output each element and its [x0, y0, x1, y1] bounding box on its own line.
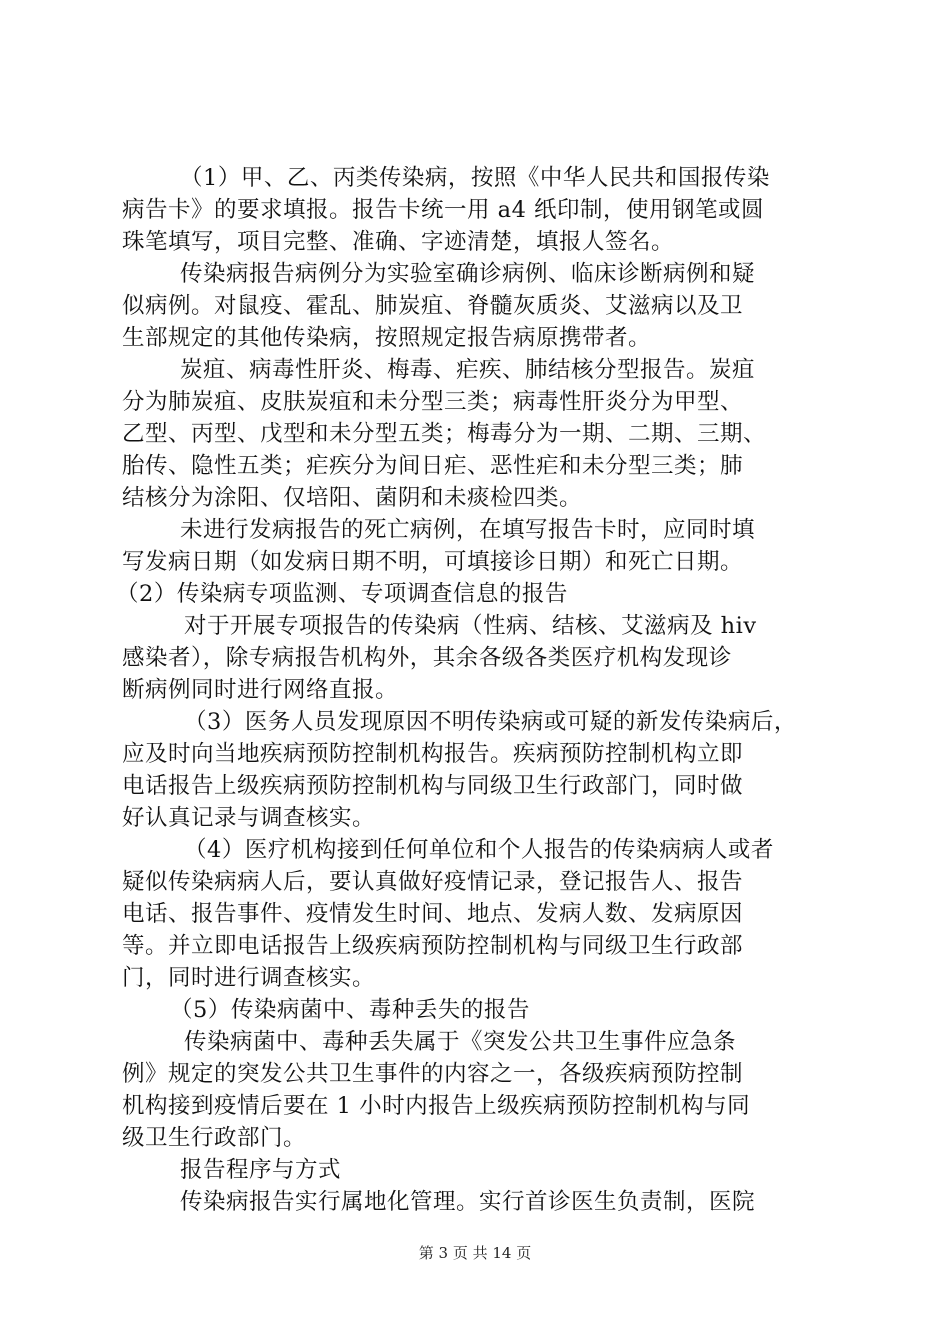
text-line: 未进行发病报告的死亡病例，在填写报告卡时，应同时填 [180, 517, 756, 543]
text-line: 传染病报告病例分为实验室确诊病例、临床诊断病例和疑 [180, 261, 756, 287]
text-line: （5）传染病菌中、毒种丢失的报告 [170, 997, 530, 1023]
text-line: 好认真记录与调查核实。 [122, 805, 376, 831]
text-line: 传染病菌中、毒种丢失属于《突发公共卫生事件应急条 [184, 1029, 737, 1055]
text-line: 电话报告上级疾病预防控制机构与同级卫生行政部门，同时做 [122, 773, 744, 799]
text-line: （3）医务人员发现原因不明传染病或可疑的新发传染病后， [184, 709, 797, 735]
text-line: 等。并立即电话报告上级疾病预防控制机构与同级卫生行政部 [122, 933, 744, 959]
text-line: 炭疽、病毒性肝炎、梅毒、疟疾、肺结核分型报告。炭疽 [180, 357, 756, 383]
text-line: （4）医疗机构接到任何单位和个人报告的传染病病人或者 [184, 837, 774, 863]
text-line: 报告程序与方式 [180, 1157, 342, 1183]
text-line: 应及时向当地疾病预防控制机构报告。疾病预防控制机构立即 [122, 741, 744, 767]
text-line: 疑似传染病病人后，要认真做好疫情记录，登记报告人、报告 [122, 869, 744, 895]
text-line: 电话、报告事件、疫情发生时间、地点、发病人数、发病原因 [122, 901, 744, 927]
text-line: 生部规定的其他传染病，按照规定报告病原携带者。 [122, 325, 652, 351]
text-line: 似病例。对鼠疫、霍乱、肺炭疽、脊髓灰质炎、艾滋病以及卫 [122, 293, 744, 319]
document-body [116, 162, 852, 1218]
page-footer: 第 3 页 共 14 页 [418, 1244, 532, 1262]
text-line: 珠笔填写，项目完整、准确、字迹清楚，填报人签名。 [122, 229, 675, 255]
text-line: 乙型、丙型、戊型和未分型五类；梅毒分为一期、二期、三期、 [122, 421, 767, 447]
text-line: 胎传、隐性五类；疟疾分为间日疟、恶性疟和未分型三类；肺 [122, 453, 744, 479]
text-line: 结核分为涂阳、仅培阳、菌阴和未痰检四类。 [122, 485, 583, 511]
text-line: 机构接到疫情后要在 1 小时内报告上级疾病预防控制机构与同 [122, 1093, 751, 1119]
text-line: 级卫生行政部门。 [122, 1125, 307, 1151]
text-line: 对于开展专项报告的传染病（性病、结核、艾滋病及 hiv [184, 613, 757, 639]
text-line: 传染病报告实行属地化管理。实行首诊医生负责制，医院 [180, 1189, 756, 1215]
text-line: 感染者），除专病报告机构外，其余各级各类医疗机构发现诊 [122, 645, 732, 671]
text-line: 例》规定的突发公共卫生事件的内容之一，各级疾病预防控制 [122, 1061, 744, 1087]
text-line: （2）传染病专项监测、专项调查信息的报告 [116, 581, 568, 607]
text-line: 分为肺炭疽、皮肤炭疽和未分型三类；病毒性肝炎分为甲型、 [122, 389, 744, 415]
text-line: 断病例同时进行网络直报。 [122, 677, 399, 703]
text-line: （1）甲、乙、丙类传染病，按照《中华人民共和国报传染 [180, 165, 770, 191]
text-line: 写发病日期（如发病日期不明，可填接诊日期）和死亡日期。 [122, 549, 744, 575]
text-line: 病告卡》的要求填报。报告卡统一用 a4 纸印制，使用钢笔或圆 [122, 197, 765, 223]
text-line: 门，同时进行调查核实。 [122, 965, 376, 991]
